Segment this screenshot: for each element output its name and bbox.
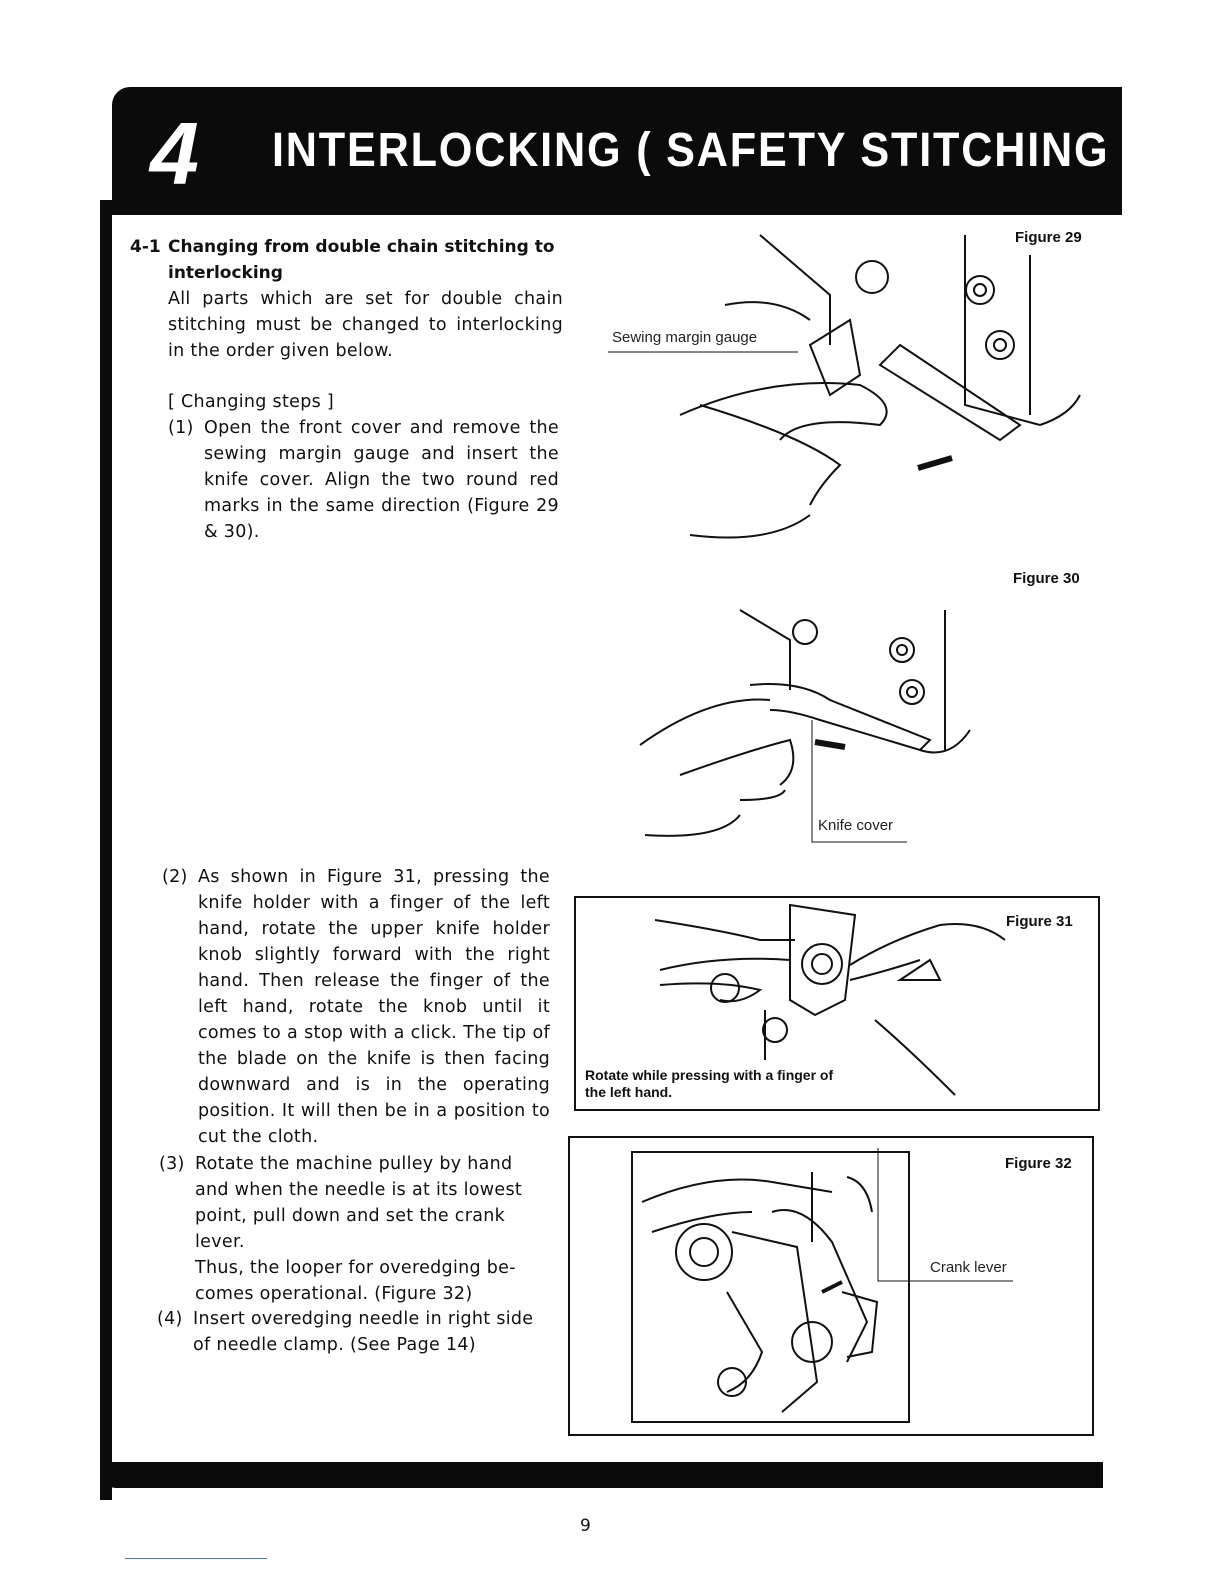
chapter-number: 4 [150,104,199,203]
figure-31-label: Figure 31 [1006,913,1073,930]
figure-32-illustration [632,1152,908,1422]
step-2 [162,864,550,1150]
figure-29-label: Figure 29 [1015,229,1082,246]
figure-30-label: Figure 30 [1013,570,1080,587]
step-1-text: Open the front cover and remove the sewing margin gauge and insert the knife cover. Align the two round red marks in the same direction (Figure 29 & 30). [204,418,559,542]
step-2-number: (2) [162,867,188,887]
step-1 [168,415,559,545]
step-4 [157,1306,553,1358]
footer-bar [100,1462,1103,1488]
steps-heading: [ Changing steps ] [168,392,335,412]
figure-31-caption [585,1067,833,1101]
section-title-line2: interlocking [168,263,283,283]
footer-blue-rule [125,1558,267,1559]
step-1-number: (1) [168,418,194,438]
section-intro: All parts which are set for double chain stitching must be changed to interlocking in the order given below. [168,289,563,361]
step-3 [159,1151,549,1307]
left-margin-bar [100,200,112,1500]
step-2-text: As shown in Figure 31, pressing the knife holder with a finger of the left hand, rotate the upper knife holder knob slightly forward with the right hand. Then release the finger of the left hand, rotate the knob until it comes to a stop with a click. The tip of the blade on the knife is then facing downward and is in the operating position. It will then be in a position to cut the cloth. [198,867,550,1147]
section-title-line1: Changing from double chain stitching to [168,237,555,257]
step-4-text: Insert overedging needle in right side of needle clamp. (See Page 14) [193,1309,534,1355]
figure-31-caption-line1: Rotate while pressing with a finger of [585,1067,834,1083]
section-heading [130,234,570,286]
step-3-text: Rotate the machine pulley by hand and when the needle is at its lowest point, pull down and set the crank lever. [195,1154,523,1252]
figure-32-callout: Crank lever [930,1259,1007,1276]
figure-32-label: Figure 32 [1005,1155,1072,1172]
step-4-number: (4) [157,1309,183,1329]
figure-31-caption-line2: the left hand. [585,1084,673,1100]
section-number: 4-1 [130,237,161,257]
step-3-text2: Thus, the looper for overedging be-comes operational. (Figure 32) [195,1258,516,1304]
step-3-number: (3) [159,1154,185,1174]
figure-29-callout: Sewing margin gauge [612,329,758,346]
figure-29-illustration [600,225,1090,555]
chapter-title: INTERLOCKING ( SAFETY STITCHING ) [272,124,1140,177]
figure-30-illustration [640,600,980,850]
page-number: 9 [580,1516,591,1536]
figure-29-callout-line [608,352,808,354]
figure-30-callout: Knife cover [818,817,894,834]
